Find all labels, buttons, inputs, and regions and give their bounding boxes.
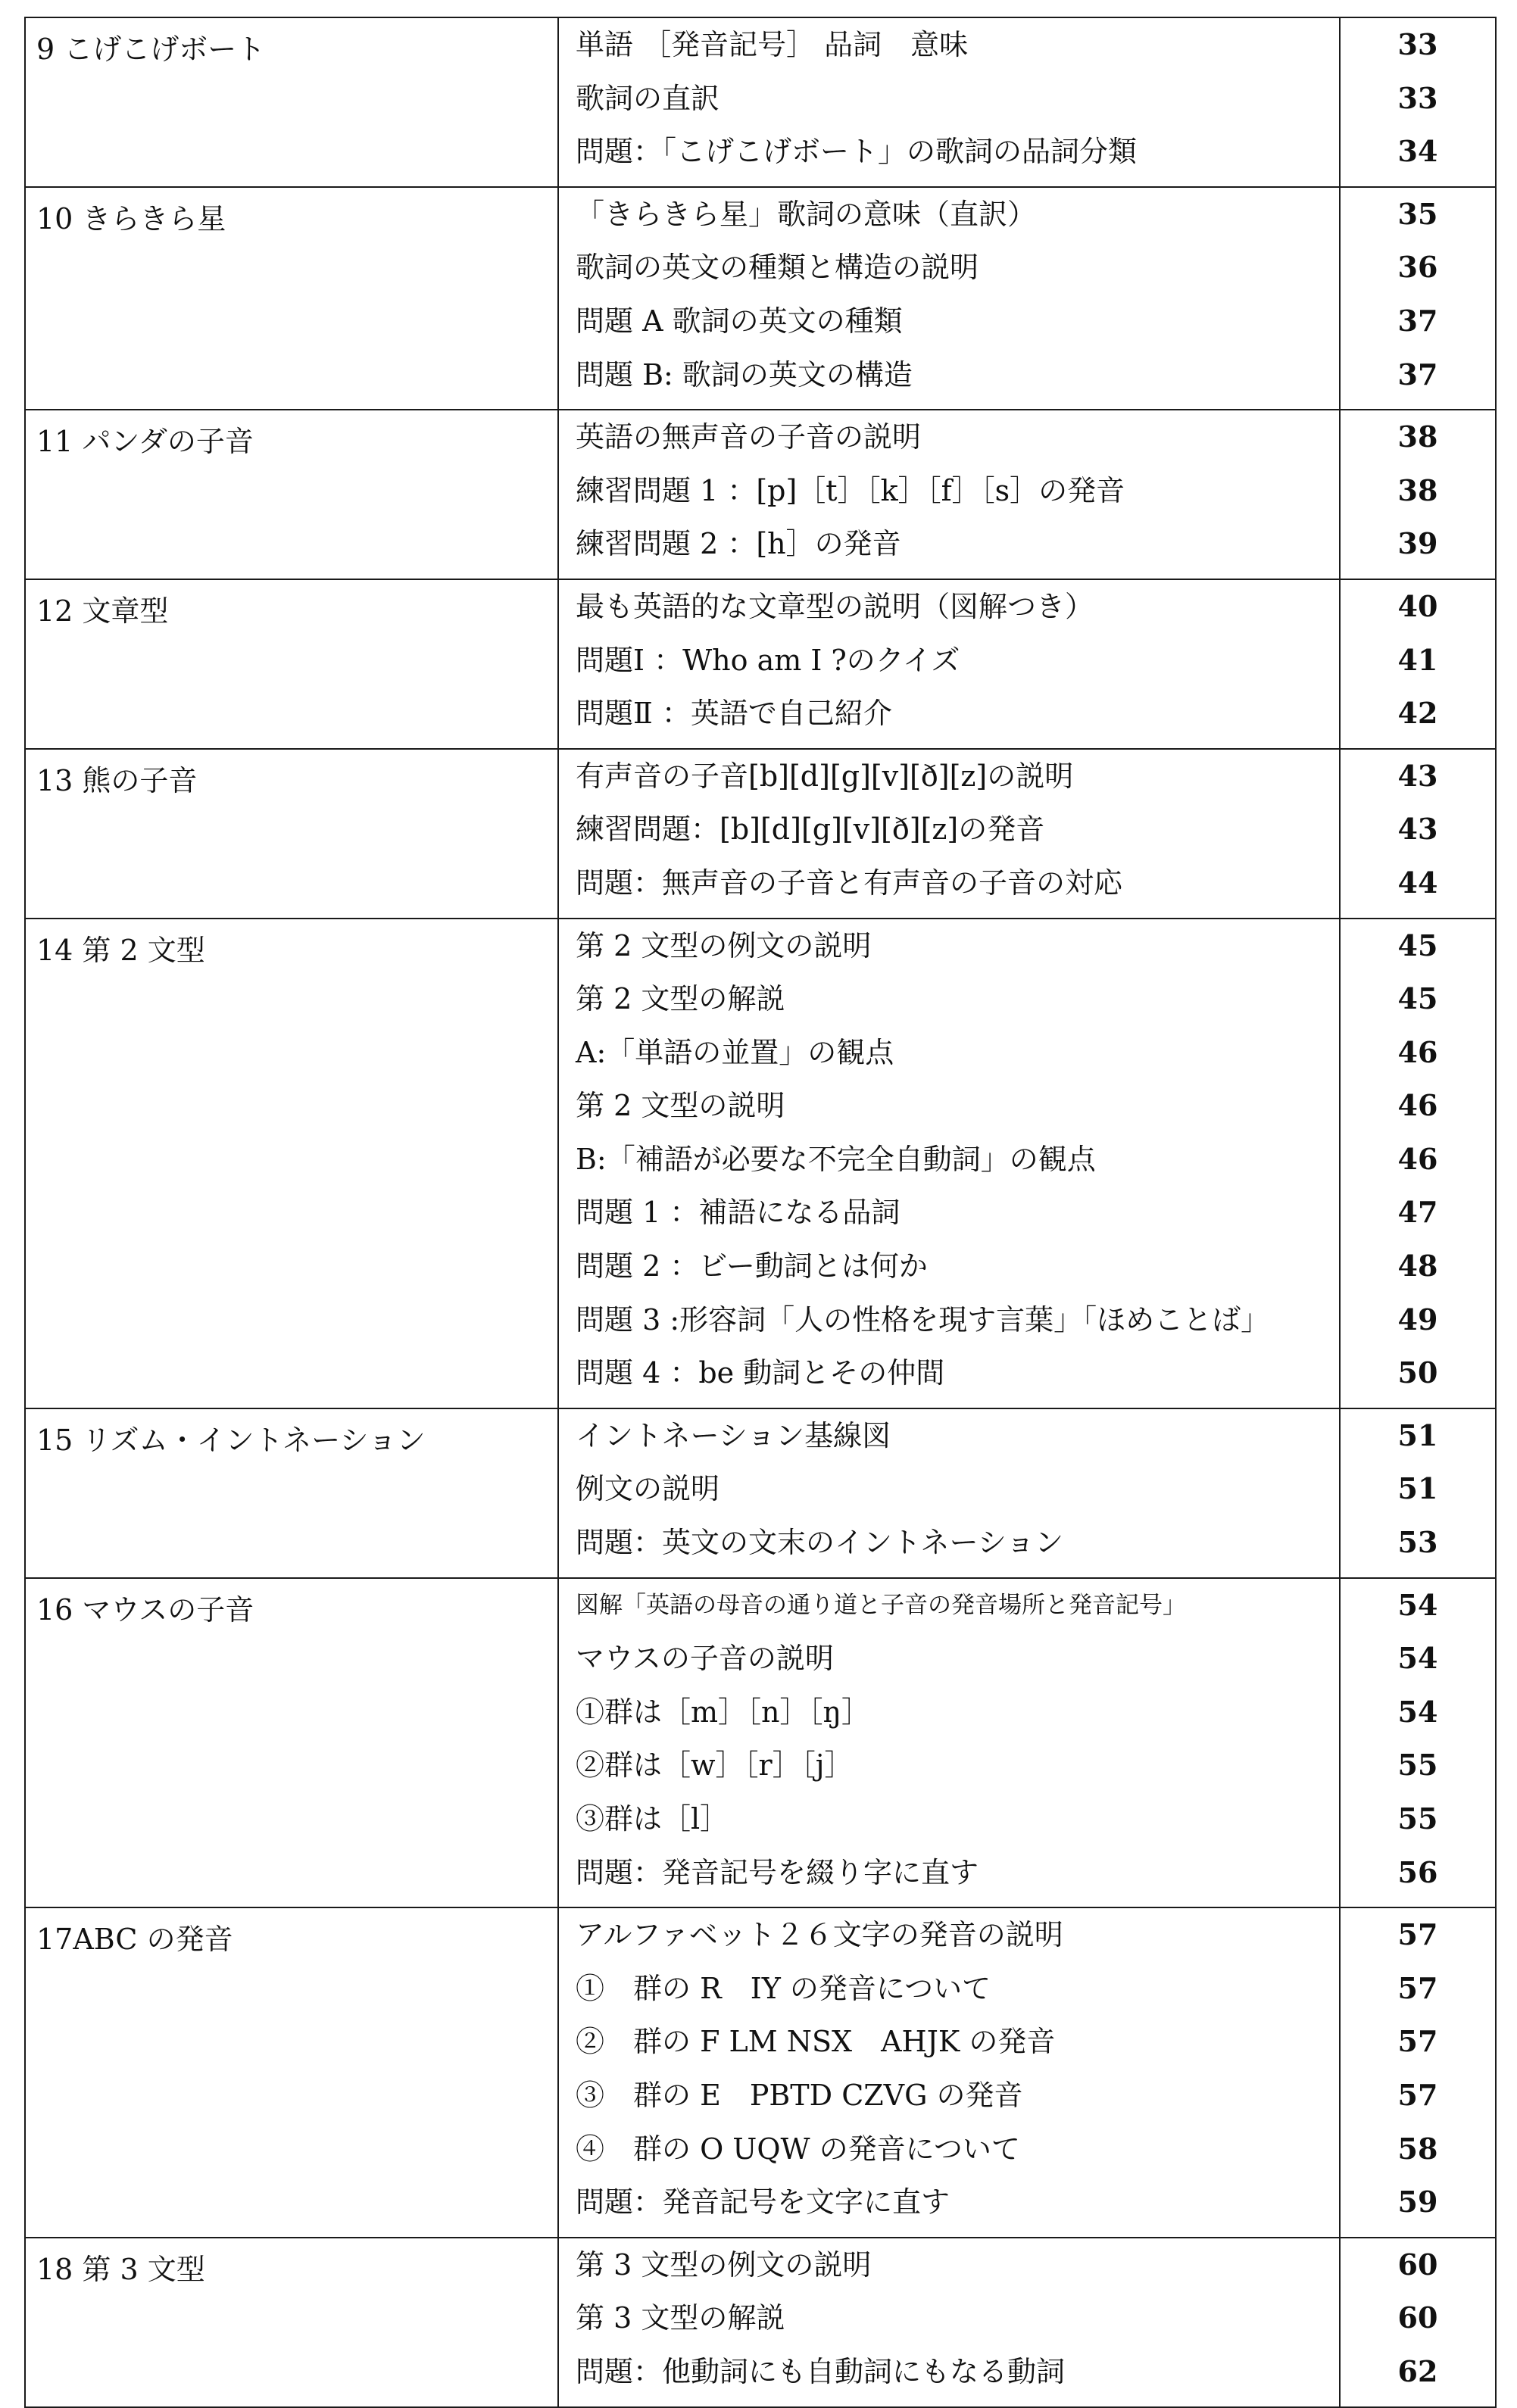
topic-cell: [558, 749, 1340, 919]
page-number: 60: [1397, 2300, 1438, 2335]
topic-cell: [558, 187, 1340, 410]
chapter-title: 14 第 2 文型: [36, 933, 205, 967]
page-number: 56: [1397, 1854, 1438, 1889]
chapter-row: [25, 187, 1496, 410]
chapter-cell: [25, 579, 558, 749]
page-number: 43: [1397, 812, 1438, 847]
topic-cell: [558, 579, 1340, 749]
topic-cell: [558, 2238, 1340, 2407]
topic-entry: 問題：英文の文末のイントネーション: [576, 1526, 1064, 1560]
topic-entry: 問題 4 ：be 動詞とその仲間: [576, 1356, 945, 1390]
page-number: 57: [1397, 2024, 1438, 2059]
topic-entry: 問題：他動詞にも自動詞にもなる動詞: [576, 2354, 1066, 2388]
page-number: 53: [1397, 1525, 1438, 1560]
chapter-cell: [25, 17, 558, 187]
topic-entry: 英語の無声音の子音の説明: [576, 420, 922, 454]
chapter-row: [25, 410, 1496, 579]
page-cell: [1340, 1578, 1496, 1908]
chapter-cell: [25, 919, 558, 1408]
topic-entry: ②群は［w］［r］［j］: [576, 1748, 854, 1783]
page-cell: [1340, 187, 1496, 410]
page-number: 35: [1397, 196, 1438, 231]
topic-entry: 第 3 文型の解説: [576, 2301, 785, 2335]
page-number: 39: [1397, 526, 1438, 561]
page-number: 50: [1397, 1355, 1438, 1390]
topic-entry: 練習問題 1 ：[p]［t］［k］［f］［s］の発音: [576, 473, 1125, 507]
topic-entry: ③ 群の E PBTD CZVG の発音: [576, 2078, 1023, 2112]
page-number: 58: [1397, 2131, 1438, 2166]
chapter-title: 18 第 3 文型: [36, 2252, 205, 2286]
topic-entry: ③群は［l］: [576, 1802, 729, 1836]
page-cell: [1340, 1907, 1496, 2238]
page-number: 36: [1397, 250, 1438, 285]
chapter-row: [25, 1907, 1496, 2238]
page-number: 41: [1397, 642, 1438, 677]
page-number: 45: [1397, 981, 1438, 1016]
chapter-title: 17ABC の発音: [36, 1923, 233, 1957]
page-number: 57: [1397, 1917, 1438, 1952]
chapter-cell: [25, 410, 558, 579]
page-cell: [1340, 1408, 1496, 1578]
topic-entry: 第 2 文型の例文の説明: [576, 928, 872, 962]
topic-entry: 問題：「こげこげボート」の歌詞の品詞分類: [576, 135, 1138, 169]
page-number: 57: [1397, 1970, 1438, 2005]
page-cell: [1340, 2238, 1496, 2407]
topic-entry: ① 群の R IY の発音について: [576, 1971, 991, 2005]
topic-entry: 図解「英語の母音の通り道と子音の発音場所と発音記号」: [576, 1591, 1186, 1619]
topic-entry: マウスの子音の説明: [576, 1642, 834, 1676]
chapter-title: 12 文章型: [36, 594, 169, 628]
topic-entry: 問題：発音記号を綴り字に直す: [576, 1855, 979, 1889]
topic-cell: [558, 1907, 1340, 2238]
page-number: 37: [1397, 357, 1438, 391]
topic-entry: A:「単語の並置」の観点: [576, 1035, 894, 1069]
topic-entry: ①群は［m］［n］［ŋ］: [576, 1695, 870, 1729]
page-number: 42: [1397, 696, 1438, 731]
page-number: 37: [1397, 303, 1438, 338]
chapter-row: [25, 1578, 1496, 1908]
page-number: 43: [1397, 758, 1438, 793]
topic-entry: 練習問題 2 ：[h］の発音: [576, 527, 901, 561]
chapter-title: 16 マウスの子音: [36, 1592, 254, 1627]
topic-entry: B:「補語が必要な不完全自動詞」の観点: [576, 1142, 1096, 1176]
topic-entry: 問題 A 歌詞の英文の種類: [576, 304, 903, 338]
page-number: 54: [1397, 1694, 1438, 1729]
page-number: 62: [1397, 2353, 1438, 2388]
page-number: 34: [1397, 134, 1438, 169]
page-cell: [1340, 749, 1496, 919]
topic-entry: 歌詞の直訳: [576, 81, 720, 115]
page-number: 33: [1397, 27, 1438, 61]
chapter-row: [25, 919, 1496, 1408]
chapter-cell: [25, 1408, 558, 1578]
topic-entry: 例文の説明: [576, 1472, 720, 1506]
topic-entry: 問題 3 :形容詞「人の性格を現す言葉」「ほめことば」: [576, 1302, 1270, 1337]
topic-cell: [558, 1578, 1340, 1908]
chapter-row: [25, 749, 1496, 919]
topic-entry: 第 2 文型の説明: [576, 1089, 785, 1123]
topic-entry: 問題Ⅱ ：英語で自己紹介: [576, 697, 892, 731]
chapter-title: 15 リズム・イントネーション: [36, 1423, 426, 1457]
page-number: 55: [1397, 1748, 1438, 1783]
chapter-cell: [25, 1578, 558, 1908]
page-number: 59: [1397, 2185, 1438, 2219]
chapter-title: 9 こげこげボート: [36, 33, 266, 66]
topic-entry: 第 3 文型の例文の説明: [576, 2247, 872, 2282]
page-cell: [1340, 919, 1496, 1408]
chapter-row: [25, 579, 1496, 749]
page-number: 48: [1397, 1249, 1438, 1284]
page-number: 46: [1397, 1088, 1438, 1123]
topic-entry: 歌詞の英文の種類と構造の説明: [576, 251, 979, 285]
chapter-title: 10 きらきら星: [36, 201, 226, 235]
chapter-cell: [25, 749, 558, 919]
page-number: 46: [1397, 1034, 1438, 1069]
topic-entry: ② 群の F LM NSX AHJK の発音: [576, 2025, 1056, 2059]
page-cell: [1340, 410, 1496, 579]
page-number: 44: [1397, 865, 1438, 900]
page-number: 33: [1397, 80, 1438, 115]
page-number: 51: [1397, 1471, 1438, 1506]
topic-cell: [558, 1408, 1340, 1578]
topic-entry: アルファベット２６文字の発音の説明: [576, 1918, 1063, 1952]
chapter-title: 11 パンダの子音: [36, 425, 254, 459]
topic-entry: イントネーション基線図: [576, 1418, 891, 1452]
topic-entry: 単語 ［発音記号］ 品詞 意味: [576, 28, 969, 61]
topic-cell: [558, 919, 1340, 1408]
topic-entry: 問題 1 ：補語になる品詞: [576, 1196, 901, 1230]
chapter-cell: [25, 2238, 558, 2407]
chapter-row: [25, 2238, 1496, 2407]
toc-body: [25, 17, 1496, 2407]
chapter-row: [25, 1408, 1496, 1578]
page-cell: [1340, 17, 1496, 187]
topic-entry: ④ 群の O UQW の発音について: [576, 2132, 1020, 2166]
topic-entry: 問題 2 ：ビー動詞とは何か: [576, 1249, 928, 1284]
page-cell: [1340, 579, 1496, 749]
topic-entry: 有声音の子音[b][d][g][v][ð][z]の説明: [576, 759, 1074, 793]
topic-entry: 問題 B: 歌詞の英文の構造: [576, 357, 913, 391]
page-number: 38: [1397, 473, 1438, 507]
page-number: 38: [1397, 420, 1438, 454]
topic-entry: 最も英語的な文章型の説明（図解つき）: [576, 589, 1094, 623]
page-number: 51: [1397, 1418, 1438, 1452]
topic-cell: [558, 410, 1340, 579]
chapter-cell: [25, 1907, 558, 2238]
page-number: 40: [1397, 588, 1438, 623]
topic-cell: [558, 17, 1340, 187]
page-number: 60: [1397, 2247, 1438, 2282]
page-number: 54: [1397, 1587, 1438, 1622]
topic-entry: 「きらきら星」歌詞の意味（直訳）: [576, 197, 1037, 231]
topic-entry: 第 2 文型の解説: [576, 982, 785, 1016]
chapter-cell: [25, 187, 558, 410]
page-number: 49: [1397, 1302, 1438, 1337]
page-number: 54: [1397, 1641, 1438, 1676]
topic-entry: 練習問題：[b][d][g][v][ð][z]の発音: [576, 813, 1045, 847]
table-of-contents: [24, 17, 1497, 2408]
topic-entry: 問題：無声音の子音と有声音の子音の対応: [576, 866, 1123, 900]
chapter-row: [25, 17, 1496, 187]
chapter-title: 13 熊の子音: [36, 763, 198, 797]
page-number: 45: [1397, 928, 1438, 962]
page-number: 47: [1397, 1195, 1438, 1230]
page-number: 55: [1397, 1801, 1438, 1836]
page-number: 46: [1397, 1141, 1438, 1176]
topic-entry: 問題：発音記号を文字に直す: [576, 2185, 950, 2219]
page-number: 57: [1397, 2077, 1438, 2112]
topic-entry: 問題Ⅰ ：Who am I ?のクイズ: [576, 643, 960, 677]
